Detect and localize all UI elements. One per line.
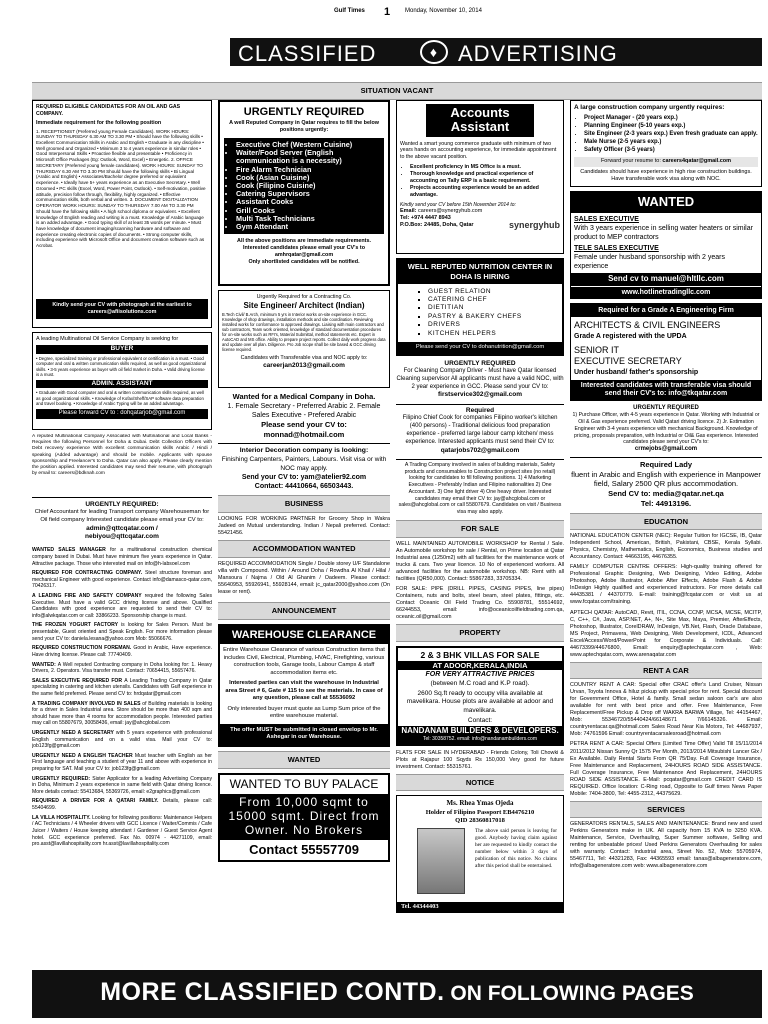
construction-positions [584, 115, 758, 154]
construction-position-item: • Site Engineer (2-3 years exp.) Even fresh graduate can apply. [584, 131, 758, 139]
nutrition-positions [428, 288, 562, 339]
catering-footer-note: Only shortlisted candidates will be notified. [248, 259, 360, 266]
admin-heading: ADMIN. ASSISTANT [36, 380, 208, 388]
accounts-po: P.O.Box: 24485, Doha, Qatar [400, 222, 474, 229]
line-ad [32, 798, 212, 811]
wanted-heading: WANTED [571, 192, 761, 213]
nutrition-position-item: ▪ KITCHEN HELPERS [428, 330, 562, 338]
banner-title-left: CLASSIFIED [238, 41, 377, 66]
business-ad: LOOKING FOR WORKING PARTNER for Grocery Shop in Wakra Jadeed on Mutual understanding. Indian / Nepali preferred. Contact: 55421456. [218, 516, 390, 537]
line-ad-heading: REQUIRED A DRIVER FOR A QATARI FAMILY. [32, 798, 163, 805]
accounts-heading [426, 104, 534, 137]
line-ad-heading: URGENTLY NEED A SECRETARY [32, 730, 116, 736]
warehouse-body: Entire Warehouse Clearance of various Construction items that includes Civil, Electrical, Plumbing, HVAC, Firefighting, various construction tools, Garage tools, Labour Camps & staff accommodation items etc. [223, 647, 385, 676]
line-ad-heading: LA VILLA HOSPITALITY. [32, 814, 93, 821]
line-ad-heading: WANTED: [32, 661, 58, 668]
interior-send: Send your CV to: yam@atelier92.com [241, 474, 367, 482]
cleaning-company-ad [396, 360, 564, 400]
lady-body: fluent in Arabic and English with experience in Manpower field, Salary 2500 QR plus accommodation. [571, 469, 761, 489]
construction-position-item: • Safety Officer (3-5 years) [584, 147, 758, 155]
medical-email: monnad@hotmail.com [263, 429, 345, 439]
accounts-body: Wanted a smart young commerce graduate with minimum of two years hands on accounting experience, for immediate appointment to the above vacant position. [400, 140, 557, 161]
buyer-intro: A leading Multinational Oil Service Company is seeking for [36, 336, 179, 342]
line-ad-text: required the following Sales Executive. Must have a valid GCC driving license and above. Qualified Candidates with good experience are requested to send their CV to: info@alwkqatar.com or call: 33866233. Sponsorship change is must. [32, 593, 212, 619]
site-engineer-heading: Site Engineer/ Architect (Indian) [243, 301, 365, 311]
line-ad-text: of Building materials is looking for a driver in Sales Industrial area. Store should be more than 400 sqm and should have more than 4 rooms for accommodation people. Interested parties may call on 55807679, 30058436, email: jay@ahcglobal.com [32, 700, 212, 727]
warehouse-visit: Interested parties can visit the warehouse in Industrial area Street # 6, Gate # 115 to see the materials. In case of any question, please call at 55536092 [225, 680, 383, 702]
notice-photo [417, 828, 465, 894]
nutrition-position-item: ▪ PASTRY & BAKERY CHEFS [428, 313, 562, 321]
engineering-line3: SENIOR IT [574, 344, 620, 355]
purchase-heading: URGENTLY REQUIRED [633, 404, 699, 411]
education-ad-fcc: FAMILY COMPUTER CENTRE OFFERS: High-quality training offered for Professional Graphic Designing, Web Designing, Video Editing, Adobe Photoshop, Adobe Illustrator, Adobe After Effects, Adobe Flash & Adobe InDesign Highly qualified and experienced instructors. For more details call 44435381 / 44370779. E-mail: training@fcqatar.com or visit us at www.fcqatar.com/training. [570, 564, 762, 606]
footer-rest: ON FOLLOWING PAGES [444, 982, 694, 1005]
buyer-footer: Please forward CV to : dohqatarjob@gmail.com [36, 409, 208, 419]
banner-title-right: ADVERTISING [458, 41, 618, 66]
line-ad [32, 622, 212, 642]
palace-contact: Contact 55557709 [249, 841, 359, 857]
lady-ad [570, 457, 762, 509]
oil-gas-heading: REQUIRED ELIGIBLE CANDIDATES FOR AN OIL AND GAS COMPANY. [36, 104, 181, 117]
engineering-line4: EXECUTIVE SECRETARY [574, 356, 682, 367]
construction-position-item: • Planning Engineer (5-10 years exp.) [584, 123, 758, 131]
section-notice: NOTICE [396, 774, 564, 792]
cleaning-heading: URGENTLY REQUIRED [444, 359, 516, 367]
buyer-ad [32, 332, 212, 430]
cleaning-email: firstservice302@gmail.com [437, 391, 523, 399]
banner-logo-icon: ♦ [420, 40, 448, 64]
pipes-sale-ad: FOR SALE: PIPE (DRILL PIPES, CASING PIPES, line pipes) Containers, nuts and bolts, steel beam, steel plates, fittings, etc. Contact Oceanic Oil Field Trading Co. 55908781, 55514692, 66244553, email: info@oceanicoilfieldtrading.com.qa, oceanic.oil@gmail.com [396, 585, 564, 620]
catering-position-item: • Cook (Asian Cuisine) [236, 174, 380, 182]
footer-banner [32, 970, 762, 1018]
notice-name: Ms. Rhea Ymas Ojeda [446, 799, 514, 808]
transport-email-2: nebiyou@qttcqatar.com [85, 532, 159, 540]
interior-contact: Contact: 44410664, 66503443. [254, 483, 354, 491]
construction-heading: A large construction company urgently requires: [574, 104, 725, 111]
nutrition-heading: WELL REPUTED NUTRITION CENTER IN DOHA IS HIRING [398, 260, 562, 284]
line-ad [32, 662, 212, 675]
palace-heading: WANTED TO BUY PALACE [229, 776, 379, 791]
accounts-requirement-item: • Projects accounting experience would be an added advantage. [410, 185, 560, 199]
buyer-heading: BUYER [36, 345, 208, 353]
villa-tel: Tel: 30358752. email: info@nandanambuilders.com [398, 736, 562, 744]
oil-gas-subheading: Immediate requirement for the following position [36, 119, 162, 126]
line-ad-heading: REQUIRED FOR CONTRACTING COMPANY. [32, 570, 145, 577]
construction-footer: Candidates should have experience in high rise construction buildings. Have transferable work visa along with NOC. [580, 168, 752, 182]
catering-position-item: • Grill Cooks [236, 207, 380, 215]
masthead-meta [300, 6, 600, 18]
issue-date: Monday, November 10, 2014 [405, 8, 482, 14]
oil-gas-ad [32, 100, 212, 328]
notice-tel: Tel. 44344403 [397, 902, 563, 912]
footer-main: MORE CLASSIFIED CONTD. [100, 978, 445, 1006]
purchase-officer-ad [570, 405, 762, 454]
site-engineer-body: B.Tech Civil/ B.Arch, minimum 5 yrs in Interior works on-site experience in GCC. Knowledge of shop drawings, installation methods and site coordination. Reviewing installed works for conformance to approved drawings. Liaising with main contractors and sub contractors, Team work oriented, knowledge of standard documentation procedures for on-site works such as RFI's, Material Submittal, method statements etc. Expert in AutoCAD and MS office. Ability to prepare project reports. Collect daily work progress data and update over all plan. Diligence. Pro Job scope shall be site based & GCC driving license required. [222, 312, 386, 352]
bank-ad: A reputed Multinational Company Associated with Multinational and Local Banks - Requires the following Personnel for Doha & Dubai. Debt Collection Officers with Debt recovery experience With excellent communication skills Arabic / Hindi / speaking (Added advantage) and should be mobile. Applicants with spouse sponsorship and Freelancer's to Doha. Qatar can also apply. Please clearly mention the position applied. Interested candidates may send their resume, with photograph by email to: careers@bdknah.com [32, 434, 212, 498]
oil-gas-footer: Kindly send your CV with photograph at the earliest to careers@afiisolutions.com [36, 299, 208, 319]
rent-ad-country: COUNTRY RENT A CAR: Special offer CRAC offer's Land Cruiser, Nissan Urvan, Toyota Innova & hiluz pickup with special price for rent. Special discount for Government Office, Hotel & family. Small sedan saloon car's are also available for rent with best price and offer. Free Maintenance, Free Replacement/Free Pickup & Drop off WAKRA BARWA Village, Tel: 44154467, Mob: 55346720/55440424/66148671 7/66145326. Email: countryrentacar.qa@hotmail.com Sales Road Near Kia Motors, Tel: 44687937, Mob: 74761596 Email: countryrentacarsalesroad@hotmail.com [570, 682, 762, 738]
line-ad-heading: URGENTLY REQUIRED: [32, 775, 93, 782]
line-ad [32, 570, 212, 590]
line-ad-text: Details, please call: 55404699. [32, 798, 212, 812]
section-property: PROPERTY [396, 624, 564, 642]
wanted-sales-ad [570, 191, 762, 299]
line-ad-text: Sister Applicator for a leading Advertising Company in Doha, Minimum 2 years experience in same field with Qatar driving licence. More details contact: 55413684, 55369726, email: e2graphics@gmail.com [32, 775, 212, 795]
line-ad [32, 753, 212, 773]
catering-heading: URGENTLY REQUIRED [243, 106, 365, 118]
column-3 [396, 100, 564, 966]
notice-body: The above said person is leaving for good. Anybody having claim against her are requested to kindly contact the number below within 3 days of publication of this notice. No claims after this period shall be entertained. [475, 828, 557, 869]
accounts-po-value: 24485, Doha, Qatar [424, 222, 474, 229]
villa-line4: (between M.C road and K.P road). [430, 679, 530, 687]
accounts-assistant-ad [396, 100, 564, 254]
transport-heading: URGENTLY REQUIRED: [85, 501, 159, 508]
line-ad-heading: THE FROZEN YOGURT FACTORY [32, 622, 121, 629]
engineering-footer: Interested candidates with transferable visa should send their CV's to: info@tkqatar.com [571, 380, 761, 399]
catering-position-item: • Catering Supervisors [236, 190, 380, 198]
line-ad-heading: REQUIRED CONSTRUCTION FOREMAN. [32, 645, 134, 652]
nutrition-center-ad [396, 258, 564, 356]
site-engineer-email: careerjan2013@gmail.com [263, 361, 345, 369]
section-rent-a-car: RENT A CAR [570, 662, 762, 680]
catering-position-list [224, 138, 384, 234]
accounts-deadline: Kindly send your CV before 15th November 2014 to: [400, 201, 516, 208]
villa-line2: AT ADOOR,KERALA,INDIA [398, 661, 562, 671]
warehouse-quote-note: Only interested buyer must quote as Lump Sum price of the entire warehouse material. [227, 705, 381, 720]
medical-company-ad [218, 392, 390, 439]
column-2 [218, 100, 390, 966]
hyderabad-flats-ad: FLATS FOR SALE IN HYDERABAD - Friends Colony, Toli Chowki & Plots at Rajapur 100 Sqyds Rs 150,000 Very good for future investment. Contact: 55315761. [396, 749, 564, 770]
lady-send: Send CV to: media@qatar.net.qa [608, 489, 724, 499]
line-ad [32, 701, 212, 727]
catering-positions [236, 141, 380, 231]
catering-footer: All the above positions are immediate requirements. Interested candidates please email your CV's to amhrqatar@gmail.com [237, 238, 371, 259]
nutrition-position-item: ▪ DRIVERS [428, 321, 562, 329]
palace-ad [218, 773, 390, 863]
engineering-line1: ARCHITECTS & CIVIL ENGINEERS [574, 319, 721, 330]
cook-body: Filipino Chief Cook for companies Filipino worker's kitchen (400 persons) - Traditional delicious food preparation experience - preferred large labour camp kitchen/ mess experience. Interested applicants must send their CV to: [402, 415, 558, 445]
line-ads-list [32, 547, 212, 847]
transport-email-1: admin@qttcqatar.com / [86, 524, 158, 532]
section-services: SERVICES [570, 801, 762, 819]
villa-ad [396, 646, 564, 746]
line-ad-heading: A LEADING FIRE AND SAFETY COMPANY [32, 593, 145, 600]
catering-urgent-ad [218, 100, 390, 286]
medical-body: 1. Female Secretary - Preferred Arabic 2. Female Sales Executive - Prefered Arabic [227, 402, 381, 419]
line-ad [32, 593, 212, 619]
cleaning-body: For Cleaning Company Driver - Must have Qatar licensed Cleaning supervisor All applicants must have a valid NOC, with 2 year experience in GCC. Please send your CV to: [396, 368, 564, 390]
villa-contact-label: Contact: [467, 717, 493, 725]
lady-heading: Required Lady [639, 459, 693, 469]
nutrition-footer: Please send your CV to dohanutrition@gmail.com [398, 342, 562, 354]
line-ad-text: A Leading Trading Company in Qatar specializing in catering and kitchen utensils. Candidates with Gulf experience in the same field preferred. Please send CV to: hrdqatar@gmail.com [32, 677, 212, 697]
medical-heading: Wanted for a Medical Company in Doha. [232, 392, 376, 401]
services-ad-generators: GENERATORS RENTALS, SALES AND MAINTENANCE: Brand new and used Perkins Generators make in UK. All capacity from 15 KVA to 3250 KVA. Maintenance, Service, Overhauling, Super Summer software, Selling and renting for unbeatable prices! Used Perkins Generators Overhauling for sales with warranty. Contact: Industrial area, Street No. 52, Mob: 55705974, 55467711, Tel: 44321283, Fax: 44365593 email: tanas@albageneratore.com, info@albageneratore.com web: www.albageneratore.com [570, 821, 762, 870]
section-announcement: ANNOUNCEMENT [218, 602, 390, 620]
accounts-tel: Tel: +974 4447 8943 [400, 215, 451, 222]
site-engineer-footer: Candidates with Transferable visa and NOC apply to: [240, 354, 368, 361]
line-ad-heading: URGENTLY NEED A ENGLISH TEACHER [32, 752, 135, 759]
section-situation-vacant: SITUATION VACANT [32, 82, 762, 100]
line-ad [32, 730, 212, 750]
warehouse-heading: WAREHOUSE CLEARANCE [220, 626, 388, 644]
construction-position-item: • Male Nurse (2-5 years exp.) [584, 139, 758, 147]
construction-email-row [574, 157, 758, 166]
section-for-sale: FOR SALE [396, 520, 564, 538]
palace-body: From 10,000 sqmt to 15000 sqmt. Direct from Owner. No Brokers [220, 794, 388, 839]
site-engineer-ad [218, 290, 390, 388]
cook-heading: Required [465, 406, 495, 414]
column-4 [570, 100, 762, 966]
engineering-line5: Under husband/ father's sponsorship [574, 369, 699, 377]
accounts-email: Email: careers@synergyhub.com [400, 208, 483, 215]
section-education: EDUCATION [570, 513, 762, 531]
accounts-requirement-item: • Thorough knowledge and practical experience of accounting on Tally ERP is a basic requirement. [410, 171, 560, 185]
wanted-send: Send cv to manuel@hltllc.com [571, 273, 761, 285]
line-ad-text: A Well reputed Contracting company in Doha looking for: 1. Heavy Drivers, 2. Operators. Visa transfer must. Contact: 70654415, 55657476. [32, 661, 212, 675]
construction-company-ad [570, 100, 762, 187]
cook-email: qatarjobs702@gmail.com [440, 446, 520, 454]
medical-send-label: Please send your CV to: [261, 419, 347, 429]
wanted-tele-sales-body: Female under husband sponsorship with 2 years experience [574, 254, 725, 271]
wanted-sales-exec: SALES EXECUTIVE [574, 215, 639, 223]
buyer-body: • Degree, specialized training or professional equivalent or certification is a must. • Good computer and oral & written communication skills required, as well as good organizational skills. • 3-5 years experience as buyer with oil field market in Doha. • Valid driving license is a must. [36, 355, 207, 378]
education-ad-aptech: APTECH QATAR: AutoCAD, Revit, ITIL, CCNA, CCNP, MCSA, MCSE, MCITP, C, C++, C#, Java, ASP.NET, A+, N+, Site Max, Maya, Premier, AfterEffects, Photoshop, Illustrator, CorelDRAW, InDesign, VB.Net, Flash, Oracle Database, MS Project, Primavera, Web Designing, Web Development, ICDL, Advanced Excel/Access/Word/PowerPoint for Corporate & Individuals. Call: 44673399/44676800, Email: enquiry@aptechqatar.com , Web: www.aptechqatar.com, www.arenaqatar.com [570, 609, 762, 658]
line-ad-text: Must teacher with English as her First language and teaching a student of year 11 and above with experience in preparing for SAT. Mail your CV to: job123fg@gmail.com [32, 752, 212, 773]
line-ad-heading: SALES EXECUTIVE REQUIRED FOR [32, 677, 125, 684]
synergy-logo: synergyhub [508, 219, 560, 230]
accounts-email-value: careers@synergyhub.com [418, 208, 483, 215]
paper-name: Gulf Times [334, 8, 365, 14]
admin-body: • Graduate with Good computer and oral & written communication skills required, as well as good organizational skills. • Knowledge of Kofax/Sheff/SAP software data preparation and travel booking. • Knowledge of Arabic Typing will be an added advantage. [36, 390, 204, 407]
accounts-heading-line2: Assistant [450, 119, 510, 135]
catering-position-item: • Executive Chef (Western Cuisine) [236, 141, 380, 149]
section-wanted: WANTED [218, 751, 390, 769]
villa-line1: 2 & 3 BHK VILLAS FOR SALE [420, 649, 540, 660]
construction-position-item: • Project Manager - (20 years exp.) [584, 115, 758, 123]
warehouse-clearance-ad [218, 624, 390, 747]
notice-passport: Holder of Filipino Passport EB4476210 [425, 808, 535, 816]
purchase-body: 1) Purchase Officer, with 4-5 years experience in Qatar. Working with Industrial or Oil & Gas experience preferred. Valid Qatari driving licence. 2) Jr. Estimation Engineer with 3-4 years experience with mechanical Background. Knowledge of pricing, proposals preparation, with Industrial or Oil& Gas experience. Interested candidates please send your CV's to: [572, 412, 760, 446]
nutrition-position-item: ▪ GUEST RELATION [428, 288, 562, 296]
engineering-firm-ad [570, 303, 762, 401]
construction-email: careers4qatar@gmail.com [662, 158, 732, 165]
lady-tel: Tel: 44913196. [640, 498, 692, 508]
engineering-line2: Grade A registered with the UPDA [574, 332, 687, 340]
page-number: 1 [384, 6, 391, 18]
transport-body: Chief Accountant for leading Transport company Warehouseman for Oil field company Interested candidate please email your CV to: [34, 509, 210, 523]
trading-company-ad: A Trading Company involved in sales of building materials, Safety products and consumables to Construction project sites (no retail) looking for candidates to fill following positions. 1) 4 Marketing Executives - Preferably Indian and Filipino nationalities 2) One Accountant. 3) One light driver 4) One heavy driver. Interested candidates may email their CV to: jay@ahcglobal.com or sales@ahcglobal.com or call 55807679. Candidates on visit / Business visa may also apply. [396, 459, 564, 516]
line-ad [32, 776, 212, 796]
line-ad-heading: WANTED SALES MANAGER [32, 547, 111, 554]
masthead-banner [230, 38, 762, 66]
accommodation-ad: REQUIRED ACCOMMODATION Single / Double storey U/F Standalone villa with Compound. Within / Around Doha / Rowdha Al Khail / Hilal / Mansoura / Najma / Old Al Ghanim / Oadeem. Please contact: 55640953, 55926941, 55928144, email: jc_qatar2000@yahoo.com (On lease or rent). [218, 560, 390, 595]
filipino-cook-ad [396, 404, 564, 455]
workshop-sale-ad: WELL MAINTAINED AUTOMOBILE WORKSHOP for Rental / Sale. An Automobile workshop for sale / Rental, on Prime location at Qatar Industrial area (1250m2) with all facilities for the maintenance work of trucks & cars. Two year licence. 10 No of experienced workers. All advanced facilities for the automobile workshop. NB: Rent with all facilities (QR50,000). Contact: 55867283, 33705334. [396, 540, 564, 582]
line-ad [32, 815, 212, 848]
catering-position-item: • Multi Task Technicians [236, 215, 380, 223]
accounts-tel-value: +974 4447 8943 [410, 215, 451, 222]
line-ad-text: with 5 years experience with professional English communication and on a valid visa. Mail your CV to: job123fg@gmail.com [32, 730, 212, 750]
villa-builder: NANDANAM BUILDERS & DEVELOPERS. [398, 726, 562, 736]
warehouse-footer: The offer MUST be submitted in closed envelop to Mr. Ashegar in our Warehouse. [220, 724, 388, 745]
villa-body: 2600 Sq.ft ready to occupy villa available at mavelikara. House plots are available at adoor and mavelikara. [406, 689, 554, 714]
column-1 [32, 100, 212, 966]
villa-line3: FOR VERY ATTRACTIVE PRICES [425, 671, 535, 679]
section-business: BUSINESS [218, 495, 390, 513]
line-ad-text: Looking for following positions: Maintenance Helpers / AC Technicians / 4 Wheeler drivers with GCC Licence / Waiter/Commis / Cafe Juicer / Waiters / House keeping attendant / Gardener / Guest Service Agent hotel. GCC experience preferred. Fax No. 00974 - 44271109, email: pro.asst@lavillahospitality.com hr.asst@lavillahospitality.com [32, 814, 212, 848]
wanted-sales-exec-body: With 3 years experience in selling water heaters or similar product to MEP contractors [574, 224, 753, 241]
catering-subheading: A well Reputed Company in Qatar requires to fill the below positions urgently: [229, 120, 379, 134]
catering-position-item: • Waiter/Food Server (English communication is a necessity) [236, 149, 380, 165]
education-ad-nec: NATIONAL EDUCATION CENTER (NEC): Regular Tuition for IGCSE, IB, Qatar Independent School, American, British, Pakistani, CBSE, Kerala Syllabi. Physics, Chemistry, Mathematics, English, Economics, Business studies and Accountancy. Contact: 44663195, 44676355. [570, 533, 762, 561]
transport-ad [32, 501, 212, 541]
interior-heading: Interior Decoration company is looking: [239, 447, 369, 455]
line-ad [32, 645, 212, 658]
oil-gas-body: 1. RECEPTIONIST (Preferred young Female Candidates). WORK HOURS: SUNDAY TO THURSDAY 6.30 AM TO 3.30 PM • Should have the following skills • Excellent Communication Skills in Arabic and English • Graduate in any discipline • Well groomed and Organized • Minimum 3 to 4 years experience in similar roles • Good Interpersonal Skills • Proactive flexible and presentable • Proficiency in Microsoft Office Packages (Eg: Outlook, Word, Excel) • Energetic. 2. OFFICE SECRETARY (Preferred young female candidates). WORK HOURS: SUNDAY TO THURSDAY 6.30 AM TO 3.30 PM Should have the following skills • Bi Lingual (Arabic and English) • Associates/Bachelor degree preferred or equivalent experience. • Ideally have 5+ years experience as an Executive Secretary. • Well Groomed • PC skills (Excel, Word, Power Point, Outlook). • Self-motivation, positive attitude, precision follow through, flexibility, highly organized. • Effective communication skills, both verbal and written. 3. DOCUMENT DIGITALIZATION OPERATOR WORK HOURS: SUNDAY TO THURSDAY 7.00 AM TO 3.30 PM Should have the following skills • A high school diploma or equivalent. • Excellent knowledge of English reading and writing is a must. Knowledge of Arabic language is an added advantage. • Good typing skill of at least 35 words per minute. • Must have knowledge of document imaging/scanning hardware and software and experience creating electronic copies of documents. • Strong computer skills, including experience with Microsoft Office and document creation software such as Acrobat. [36, 128, 206, 249]
nutrition-position-item: ▪ DIETITIAN [428, 304, 562, 312]
catering-position-item: • Cook (Filipino Cuisine) [236, 182, 380, 190]
purchase-email: crmejobs@gmail.com [634, 446, 698, 453]
line-ad-text: Good in Arabic, Have experience. Have driving license. Please call: 77740409. [32, 645, 212, 658]
accounts-heading-line1: Accounts [450, 105, 510, 120]
catering-position-item: • Gym Attendant [236, 223, 380, 231]
line-ad-text: is looking for Sales Person. Must be presentable, Guest oriented and Speak English. For more information please send your CV to: daniela.lesana@yahoo.com Mob: 55066676. [32, 622, 212, 642]
nutrition-position-item: ▪ CATERING CHEF [428, 296, 562, 304]
wanted-tele-sales: TELE SALES EXECUTIVE [574, 245, 659, 253]
interior-body: Finishing Carpenters, Painters, Labours. Visit visa or with NOC may apply. [221, 456, 387, 472]
construction-email-label: Forward your resume to: [600, 158, 661, 165]
accounts-requirements [410, 164, 560, 198]
line-ad-heading: A TRADING COMPANY INVOLVED IN SALES [32, 700, 143, 707]
rent-ad-petra: PETRA RENT A CAR: Special Offers (Limited Time Offer) Valid Till 15/11/2014 2011/2012 Nissan Sunny Qr 1575 Per Month, 2013/2014 Mitsubishi Lancer Glx / Ex Available. Daily Rental Starts From QR 75/Day. Full Coverage Insurance, Free Maintenance and Replacement, 24HOURS ROAD SIDE ASSISTANCE. Full Coverage Insurance, Free Maintenance And Replacement, 24HOURS ROAD SIDE ASSISTANCE. E-Mail: pcqatar@gmail.com CREDIT CARD IS REQUIRED. Office location: C-Ring road, Opposite to Gulf times News Paper Mobile: 7404-3800, Tel: 4455-2312, 44375629. [570, 741, 762, 797]
interior-decoration-ad [218, 443, 390, 491]
section-accommodation-wanted: ACCOMMODATION WANTED [218, 540, 390, 558]
passport-notice [396, 795, 564, 913]
accounts-requirement-item: • Excellent proficiency in MS Office is a must. [410, 164, 560, 171]
line-ad [32, 547, 212, 567]
wanted-website: www.hotlinetradingllc.com [571, 286, 761, 298]
line-ad-text: for a multinational construction chemical company based in Dubai. Must have minimum five years experience in Qatar. Attractive package. Those who interested mail on info@h-labsoel.com [32, 547, 212, 567]
line-ad [32, 678, 212, 698]
catering-position-item: • Fire Alarm Technician [236, 166, 380, 174]
engineering-heading: Required for a Grade A Engineering Firm [571, 304, 761, 317]
site-engineer-intro: Urgently Required for a Contracting Co. [256, 294, 352, 300]
notice-qid: QID 28360817018 [455, 816, 505, 824]
catering-position-item: • Assistant Cooks [236, 198, 380, 206]
line-ad-text: Steel structure foreman and mechanical Engineer with good experience. Contact info@damasco-qatar.com, 70426317. [32, 570, 212, 590]
